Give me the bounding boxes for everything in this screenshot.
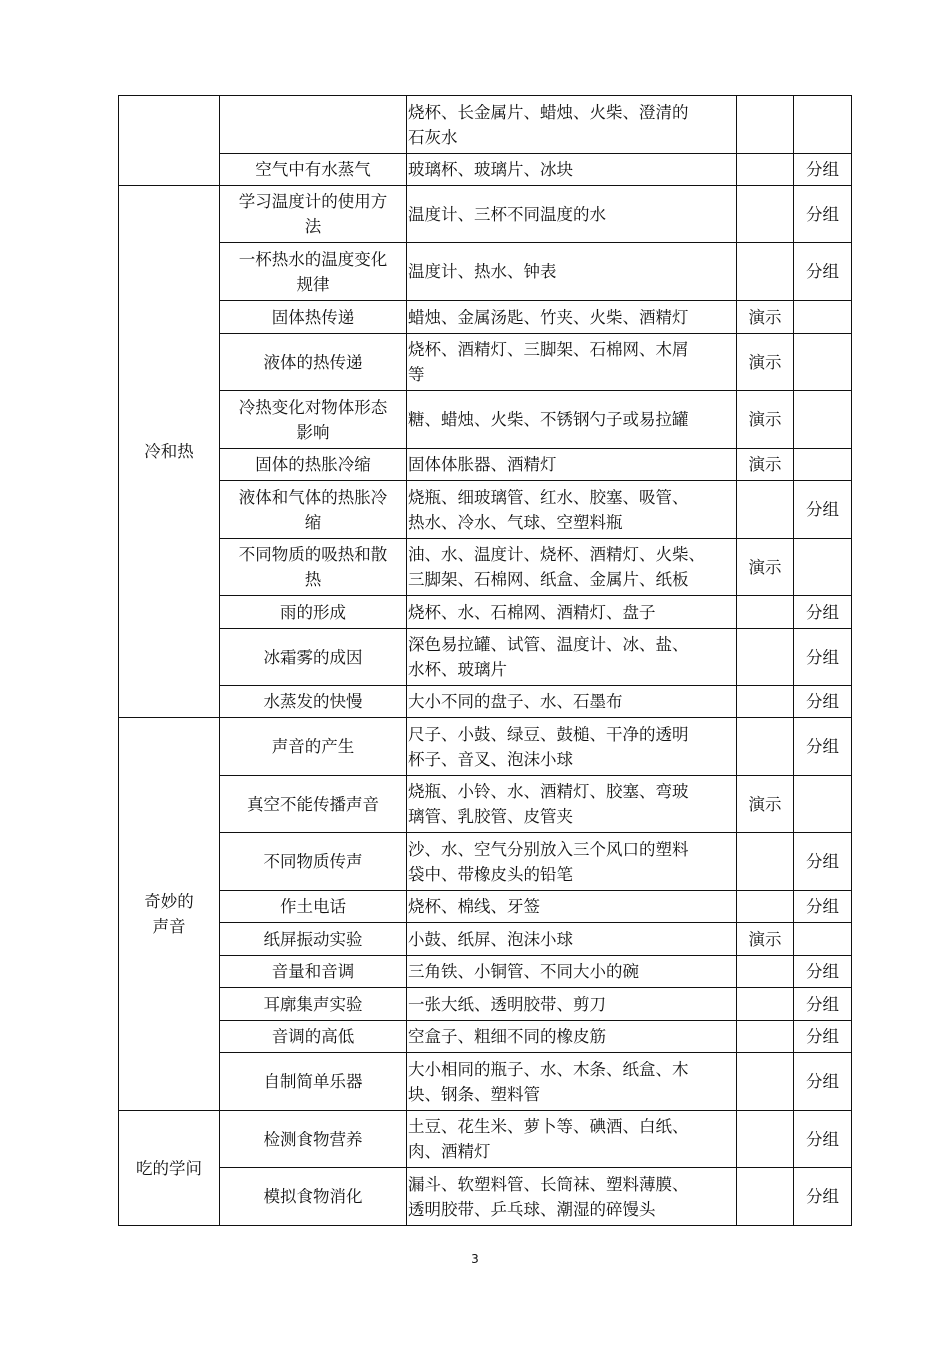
materials-cell: 空盒子、粗细不同的橡皮筋 xyxy=(407,1021,737,1053)
materials-cell: 玻璃杯、玻璃片、冰块 xyxy=(407,154,737,186)
demo-cell: 演示 xyxy=(737,776,794,833)
table-row xyxy=(119,1168,852,1226)
materials-cell: 烧杯、水、石棉网、酒精灯、盘子 xyxy=(407,596,737,629)
demo-cell: 演示 xyxy=(737,301,794,334)
materials-cell: 小鼓、纸屏、泡沫小球 xyxy=(407,923,737,956)
materials-cell: 尺子、小鼓、绿豆、鼓槌、干净的透明 杯子、音叉、泡沫小球 xyxy=(407,718,737,776)
table-row xyxy=(119,833,852,891)
demo-cell xyxy=(737,1021,794,1053)
unit-cell: 奇妙的 声音 xyxy=(119,718,220,1111)
experiment-name-cell: 音调的高低 xyxy=(220,1021,407,1053)
table-row xyxy=(119,96,852,154)
group-cell: 分组 xyxy=(794,1111,852,1168)
experiment-name-cell: 空气中有水蒸气 xyxy=(220,154,407,186)
group-cell: 分组 xyxy=(794,186,852,243)
demo-cell xyxy=(737,686,794,718)
demo-cell xyxy=(737,481,794,539)
table-row xyxy=(119,776,852,833)
experiment-name-cell: 固体的热胀冷缩 xyxy=(220,449,407,481)
table-row xyxy=(119,539,852,596)
group-cell: 分组 xyxy=(794,1021,852,1053)
table-row xyxy=(119,923,852,956)
demo-cell xyxy=(737,1053,794,1111)
materials-cell: 固体体胀器、酒精灯 xyxy=(407,449,737,481)
table-row xyxy=(119,449,852,481)
materials-cell: 烧杯、酒精灯、三脚架、石棉网、木屑 等 xyxy=(407,334,737,391)
materials-cell: 沙、水、空气分别放入三个风口的塑料 袋中、带橡皮头的铅笔 xyxy=(407,833,737,891)
demo-cell: 演示 xyxy=(737,539,794,596)
group-cell: 分组 xyxy=(794,1053,852,1111)
group-cell: 分组 xyxy=(794,686,852,718)
table-row xyxy=(119,686,852,718)
materials-cell: 大小不同的盘子、水、石墨布 xyxy=(407,686,737,718)
materials-cell: 三角铁、小铜管、不同大小的碗 xyxy=(407,956,737,988)
demo-cell xyxy=(737,833,794,891)
table-row xyxy=(119,988,852,1021)
experiment-name-cell: 纸屏振动实验 xyxy=(220,923,407,956)
group-cell xyxy=(794,776,852,833)
materials-cell: 温度计、三杯不同温度的水 xyxy=(407,186,737,243)
group-cell: 分组 xyxy=(794,154,852,186)
experiment-name-cell: 一杯热水的温度变化 规律 xyxy=(220,243,407,301)
experiment-name-cell: 不同物质传声 xyxy=(220,833,407,891)
demo-cell xyxy=(737,243,794,301)
experiment-name-cell: 雨的形成 xyxy=(220,596,407,629)
group-cell: 分组 xyxy=(794,243,852,301)
materials-cell: 土豆、花生米、萝卜等、碘酒、白纸、 肉、酒精灯 xyxy=(407,1111,737,1168)
demo-cell xyxy=(737,629,794,686)
demo-cell: 演示 xyxy=(737,449,794,481)
group-cell: 分组 xyxy=(794,718,852,776)
unit-cell: 冷和热 xyxy=(119,186,220,718)
demo-cell xyxy=(737,988,794,1021)
table-row xyxy=(119,956,852,988)
experiment-name-cell: 学习温度计的使用方 法 xyxy=(220,186,407,243)
demo-cell xyxy=(737,718,794,776)
demo-cell xyxy=(737,891,794,923)
table-row xyxy=(119,629,852,686)
experiment-table xyxy=(118,95,852,1226)
materials-cell: 大小相同的瓶子、水、木条、纸盒、木 块、钢条、塑料管 xyxy=(407,1053,737,1111)
materials-cell: 温度计、热水、钟表 xyxy=(407,243,737,301)
experiment-name-cell: 真空不能传播声音 xyxy=(220,776,407,833)
group-cell: 分组 xyxy=(794,956,852,988)
materials-cell: 烧瓶、细玻璃管、红水、胶塞、吸管、 热水、冷水、气球、空塑料瓶 xyxy=(407,481,737,539)
experiment-name-cell: 液体和气体的热胀冷 缩 xyxy=(220,481,407,539)
table-row xyxy=(119,1111,852,1168)
materials-cell: 烧杯、棉线、牙签 xyxy=(407,891,737,923)
experiment-name-cell: 音量和音调 xyxy=(220,956,407,988)
experiment-name-cell: 冷热变化对物体形态 影响 xyxy=(220,391,407,449)
experiment-name-cell: 固体热传递 xyxy=(220,301,407,334)
group-cell xyxy=(794,96,852,154)
table-body xyxy=(119,96,852,1226)
group-cell: 分组 xyxy=(794,481,852,539)
group-cell: 分组 xyxy=(794,833,852,891)
table-row xyxy=(119,891,852,923)
experiment-name-cell: 冰霜雾的成因 xyxy=(220,629,407,686)
demo-cell xyxy=(737,186,794,243)
experiment-name-cell: 自制简单乐器 xyxy=(220,1053,407,1111)
group-cell: 分组 xyxy=(794,891,852,923)
experiment-name-cell: 声音的产生 xyxy=(220,718,407,776)
group-cell: 分组 xyxy=(794,1168,852,1226)
demo-cell xyxy=(737,596,794,629)
demo-cell xyxy=(737,96,794,154)
experiment-name-cell: 液体的热传递 xyxy=(220,334,407,391)
table-row xyxy=(119,301,852,334)
materials-cell: 烧杯、长金属片、蜡烛、火柴、澄清的 石灰水 xyxy=(407,96,737,154)
group-cell xyxy=(794,539,852,596)
table-row xyxy=(119,1021,852,1053)
experiment-name-cell: 耳廓集声实验 xyxy=(220,988,407,1021)
unit-cell: 吃的学问 xyxy=(119,1111,220,1226)
demo-cell: 演示 xyxy=(737,334,794,391)
table-row xyxy=(119,334,852,391)
materials-cell: 烧瓶、小铃、水、酒精灯、胶塞、弯玻 璃管、乳胶管、皮管夹 xyxy=(407,776,737,833)
table-row xyxy=(119,243,852,301)
table-row xyxy=(119,1053,852,1111)
demo-cell xyxy=(737,1168,794,1226)
experiment-name-cell: 不同物质的吸热和散 热 xyxy=(220,539,407,596)
table-row xyxy=(119,154,852,186)
unit-cell xyxy=(119,96,220,186)
group-cell: 分组 xyxy=(794,988,852,1021)
experiment-name-cell: 模拟食物消化 xyxy=(220,1168,407,1226)
group-cell xyxy=(794,391,852,449)
demo-cell xyxy=(737,956,794,988)
materials-cell: 糖、蜡烛、火柴、不锈钢勺子或易拉罐 xyxy=(407,391,737,449)
demo-cell xyxy=(737,1111,794,1168)
table-row xyxy=(119,186,852,243)
materials-cell: 蜡烛、金属汤匙、竹夹、火柴、酒精灯 xyxy=(407,301,737,334)
experiment-name-cell: 检测食物营养 xyxy=(220,1111,407,1168)
group-cell xyxy=(794,301,852,334)
materials-cell: 深色易拉罐、试管、温度计、冰、盐、 水杯、玻璃片 xyxy=(407,629,737,686)
experiment-name-cell: 水蒸发的快慢 xyxy=(220,686,407,718)
group-cell: 分组 xyxy=(794,596,852,629)
group-cell xyxy=(794,923,852,956)
table-row xyxy=(119,718,852,776)
group-cell xyxy=(794,334,852,391)
group-cell xyxy=(794,449,852,481)
table-row xyxy=(119,391,852,449)
experiment-name-cell xyxy=(220,96,407,154)
demo-cell: 演示 xyxy=(737,923,794,956)
page-number: 3 xyxy=(471,1252,479,1266)
demo-cell xyxy=(737,154,794,186)
materials-cell: 漏斗、软塑料管、长筒袜、塑料薄膜、 透明胶带、乒乓球、潮湿的碎馒头 xyxy=(407,1168,737,1226)
table-row xyxy=(119,481,852,539)
group-cell: 分组 xyxy=(794,629,852,686)
materials-cell: 油、水、温度计、烧杯、酒精灯、火柴、 三脚架、石棉网、纸盒、金属片、纸板 xyxy=(407,539,737,596)
experiment-name-cell: 作土电话 xyxy=(220,891,407,923)
table-row xyxy=(119,596,852,629)
materials-cell: 一张大纸、透明胶带、剪刀 xyxy=(407,988,737,1021)
demo-cell: 演示 xyxy=(737,391,794,449)
